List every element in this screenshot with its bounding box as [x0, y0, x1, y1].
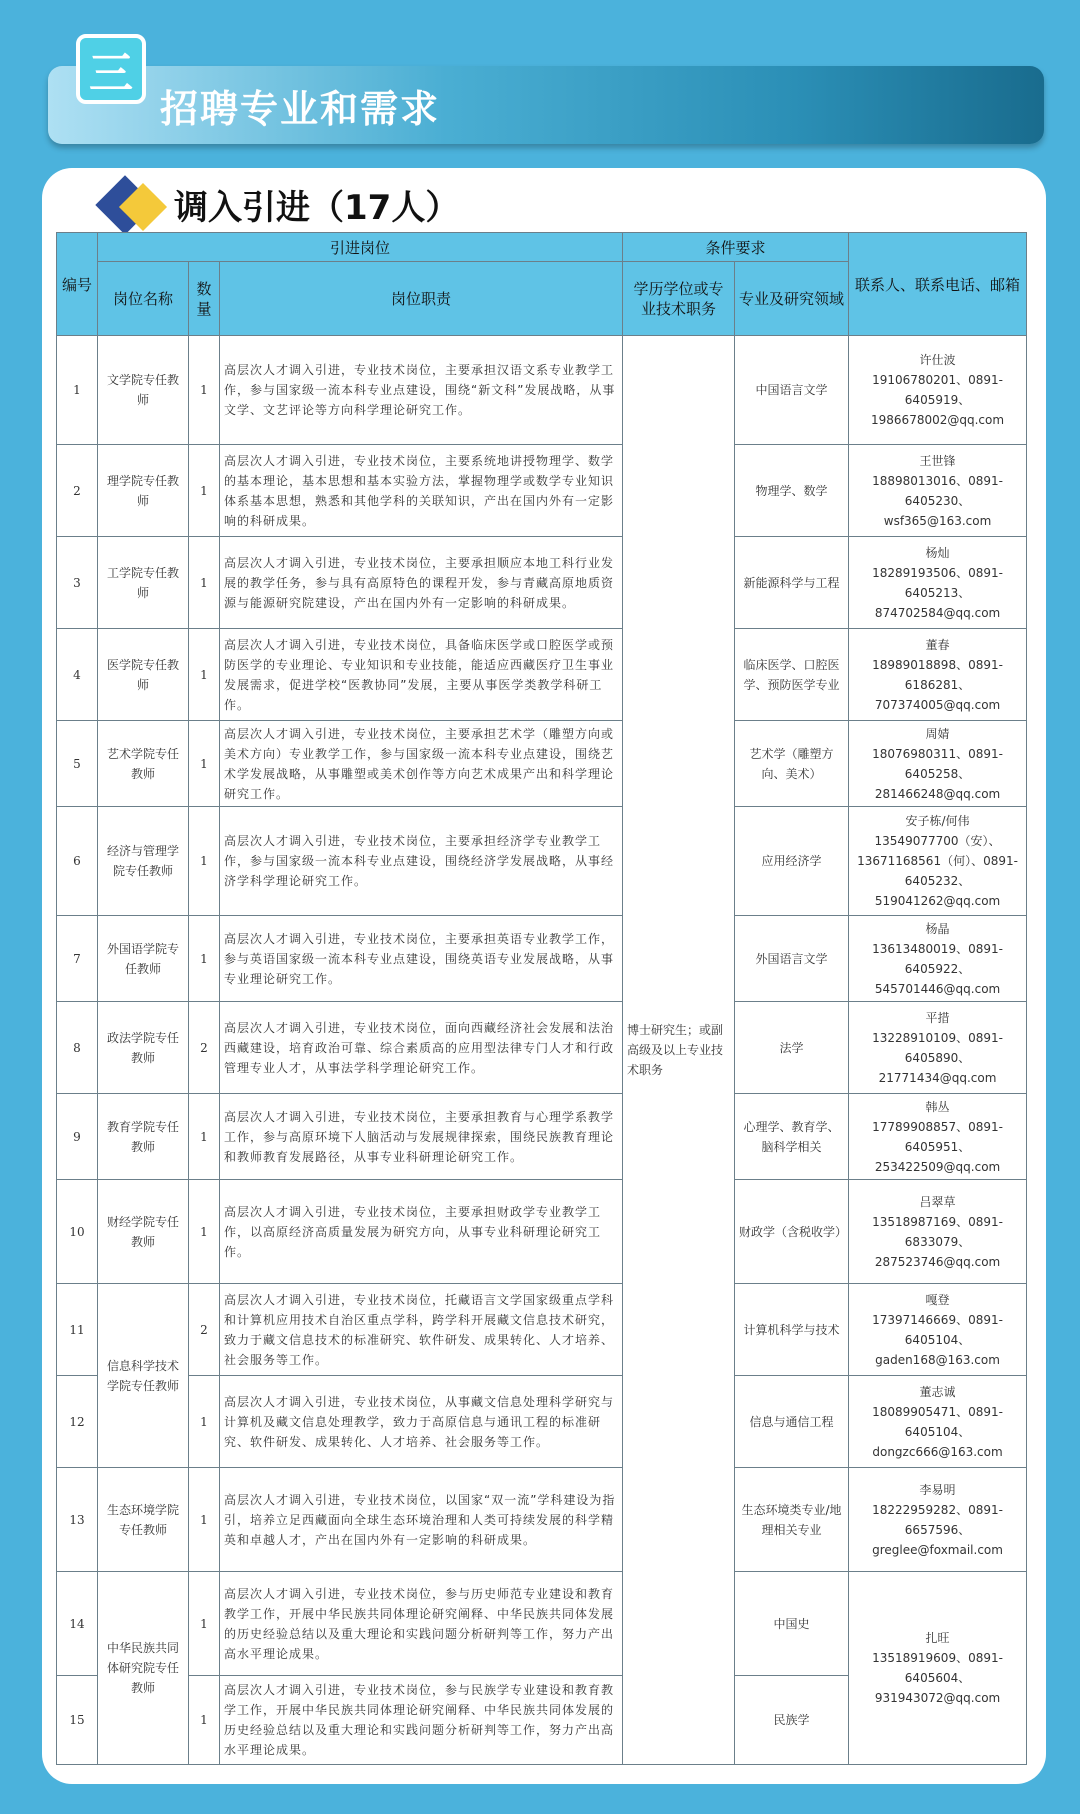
- row-no: 14: [57, 1572, 98, 1676]
- row-no: 9: [57, 1094, 98, 1180]
- post-major: 生态环境类专业/地理相关专业: [735, 1468, 849, 1572]
- post-major: 民族学: [735, 1676, 849, 1765]
- post-name: 医学院专任教师: [98, 629, 189, 721]
- col-header-name: 岗位名称: [98, 262, 189, 336]
- post-contact: 嘎登 17397146669、0891-6405104、gaden168@163.com: [849, 1284, 1027, 1376]
- post-contact: 周婧 18076980311、0891-6405258、281466248@qq.com: [849, 721, 1027, 807]
- row-no: 12: [57, 1376, 98, 1468]
- post-duty: 高层次人才调入引进，专业技术岗位，主要承担英语专业教学工作，参与英语国家级一流本科专业点建设，围绕英语专业发展战略，从事专业理论研究工作。: [220, 916, 623, 1002]
- post-duty: 高层次人才调入引进，专业技术岗位，主要承担艺术学（雕塑方向或美术方向）专业教学工作，参与国家级一流本科专业点建设，围绕艺术学发展战略，从事雕塑或美术创作等方向艺术成果产出和科学理论研究工作。: [220, 721, 623, 807]
- post-contact: 杨灿 18289193506、0891-6405213、874702584@qq.com: [849, 537, 1027, 629]
- post-major: 心理学、教育学、脑科学相关: [735, 1094, 849, 1180]
- row-no: 8: [57, 1002, 98, 1094]
- table-row: [57, 1468, 1027, 1572]
- post-count: 1: [189, 916, 220, 1002]
- post-name: 文学院专任教师: [98, 336, 189, 445]
- row-no: 5: [57, 721, 98, 807]
- table-row: [57, 1180, 1027, 1284]
- post-contact: 王世锋 18898013016、0891-6405230、wsf365@163.com: [849, 445, 1027, 537]
- post-major: 外国语言文学: [735, 916, 849, 1002]
- post-major: 财政学（含税收学）: [735, 1180, 849, 1284]
- row-no: 4: [57, 629, 98, 721]
- col-header-count: 数量: [189, 262, 220, 336]
- post-duty: 高层次人才调入引进，专业技术岗位，从事藏文信息处理科学研究与计算机及藏文信息处理教学，致力于高原信息与通讯工程的标准研究、软件研发、成果转化、人才培养、社会服务等工作。: [220, 1376, 623, 1468]
- table-row: [57, 1376, 1027, 1468]
- post-duty: 高层次人才调入引进，专业技术岗位，主要承担经济学专业教学工作，参与国家级一流本科专业点建设，围绕经济学发展战略，从事经济学科学理论研究工作。: [220, 807, 623, 916]
- post-count: 1: [189, 1094, 220, 1180]
- post-major: 物理学、数学: [735, 445, 849, 537]
- row-no: 2: [57, 445, 98, 537]
- post-count: 1: [189, 1676, 220, 1765]
- row-no: 15: [57, 1676, 98, 1765]
- post-contact: 韩丛 17789908857、0891-6405951、253422509@qq.com: [849, 1094, 1027, 1180]
- post-count: 1: [189, 445, 220, 537]
- post-count: 1: [189, 721, 220, 807]
- post-contact: 平措 13228910109、0891-6405890、21771434@qq.com: [849, 1002, 1027, 1094]
- post-count: 2: [189, 1284, 220, 1376]
- row-no: 7: [57, 916, 98, 1002]
- post-count: 1: [189, 629, 220, 721]
- post-count: 1: [189, 1376, 220, 1468]
- post-contact: 扎旺 13518919609、0891-6405604、931943072@qq.com: [849, 1572, 1027, 1765]
- post-name: 财经学院专任教师: [98, 1180, 189, 1284]
- row-no: 3: [57, 537, 98, 629]
- post-count: 1: [189, 336, 220, 445]
- section-number-badge: 三: [76, 34, 146, 104]
- post-name: 理学院专任教师: [98, 445, 189, 537]
- col-header-no: 编号: [57, 233, 98, 336]
- table-row: [57, 1284, 1027, 1376]
- post-duty: 高层次人才调入引进，专业技术岗位，主要承担汉语文系专业教学工作，参与国家级一流本科专业点建设，围绕“新文科”发展战略，从事文学、文艺评论等方向科学理论研究工作。: [220, 336, 623, 445]
- row-no: 11: [57, 1284, 98, 1376]
- post-major: 临床医学、口腔医学、预防医学专业: [735, 629, 849, 721]
- table-row: [57, 807, 1027, 916]
- post-name: 信息科学技术学院专任教师: [98, 1284, 189, 1468]
- post-major: 应用经济学: [735, 807, 849, 916]
- row-no: 6: [57, 807, 98, 916]
- post-major: 中国语言文学: [735, 336, 849, 445]
- post-name: 生态环境学院专任教师: [98, 1468, 189, 1572]
- post-major: 新能源科学与工程: [735, 537, 849, 629]
- row-no: 10: [57, 1180, 98, 1284]
- post-name: 艺术学院专任教师: [98, 721, 189, 807]
- post-count: 1: [189, 1180, 220, 1284]
- group-header-posts: 引进岗位: [98, 233, 623, 262]
- post-major: 艺术学（雕塑方向、美术）: [735, 721, 849, 807]
- post-major: 信息与通信工程: [735, 1376, 849, 1468]
- post-count: 2: [189, 1002, 220, 1094]
- post-duty: 高层次人才调入引进，专业技术岗位，托藏语言文学国家级重点学科和计算机应用技术自治区重点学科，跨学科开展藏文信息技术研究，致力于藏文信息技术的标准研究、软件研发、成果转化、人才培养、社会服务等工作。: [220, 1284, 623, 1376]
- recruitment-table: [56, 232, 1027, 1765]
- post-duty: 高层次人才调入引进，专业技术岗位，主要承担教育与心理学系教学工作，参与高原环境下人脑活动与发展规律探索，围绕民族教育理论和教师教育发展路径，从事专业科研理论研究工作。: [220, 1094, 623, 1180]
- post-contact: 吕翠草 13518987169、0891-6833079、287523746@qq.com: [849, 1180, 1027, 1284]
- banner-title: 招聘专业和需求: [160, 87, 441, 131]
- row-no: 1: [57, 336, 98, 445]
- table-row: [57, 336, 1027, 445]
- post-name: 中华民族共同体研究院专任教师: [98, 1572, 189, 1765]
- col-header-major: 专业及研究领域: [735, 262, 849, 336]
- row-no: 13: [57, 1468, 98, 1572]
- post-count: 1: [189, 537, 220, 629]
- post-name: 经济与管理学院专任教师: [98, 807, 189, 916]
- table-row: [57, 1002, 1027, 1094]
- degree-requirement: 博士研究生；或副高级及以上专业技术职务: [623, 336, 735, 1765]
- col-header-duty: 岗位职责: [220, 262, 623, 336]
- post-duty: 高层次人才调入引进，专业技术岗位，以国家“双一流”学科建设为指引，培养立足西藏面向全球生态环境治理和人类可持续发展的科学精英和卓越人才，产出在国内外有一定影响的科研成果。: [220, 1468, 623, 1572]
- post-major: 中国史: [735, 1572, 849, 1676]
- post-contact: 李易明 18222959282、0891-6657596、greglee@foxmail.com: [849, 1468, 1027, 1572]
- post-major: 法学: [735, 1002, 849, 1094]
- group-header-requirements: 条件要求: [623, 233, 849, 262]
- table-row: [57, 629, 1027, 721]
- table-row: [57, 916, 1027, 1002]
- post-major: 计算机科学与技术: [735, 1284, 849, 1376]
- post-name: 教育学院专任教师: [98, 1094, 189, 1180]
- post-duty: 高层次人才调入引进，专业技术岗位，主要承担财政学专业教学工作，以高原经济高质量发展为研究方向，从事专业科研理论研究工作。: [220, 1180, 623, 1284]
- post-contact: 董志诚 18089905471、0891-6405104、dongzc666@163.com: [849, 1376, 1027, 1468]
- table-row: [57, 445, 1027, 537]
- post-count: 1: [189, 1468, 220, 1572]
- table-row: [57, 537, 1027, 629]
- post-duty: 高层次人才调入引进，专业技术岗位，参与历史师范专业建设和教育教学工作，开展中华民族共同体理论研究阐释、中华民族共同体发展的历史经验总结以及重大理论和实践问题分析研判等工作，努力产出高水平理论成果。: [220, 1572, 623, 1676]
- post-contact: 安子栋/何伟 13549077700（安）、13671168561（何）、0891-6405232、519041262@qq.com: [849, 807, 1027, 916]
- table-row: [57, 721, 1027, 807]
- post-count: 1: [189, 1572, 220, 1676]
- col-header-degree: 学历学位或专业技术职务: [623, 262, 735, 336]
- table-row: [57, 1572, 1027, 1676]
- post-name: 外国语学院专任教师: [98, 916, 189, 1002]
- post-duty: 高层次人才调入引进，专业技术岗位，面向西藏经济社会发展和法治西藏建设，培育政治可靠、综合素质高的应用型法律专门人才和行政管理专业人才，从事法学科学理论研究工作。: [220, 1002, 623, 1094]
- post-duty: 高层次人才调入引进，专业技术岗位，主要系统地讲授物理学、数学的基本理论，基本思想和基本实验方法，掌握物理学或数学专业知识体系基本思想，熟悉和其他学科的关联知识，产出在国内外有一定影响的科研成果。: [220, 445, 623, 537]
- post-name: 工学院专任教师: [98, 537, 189, 629]
- table-row: [57, 1094, 1027, 1180]
- post-contact: 杨晶 13613480019、0891-6405922、545701446@qq.com: [849, 916, 1027, 1002]
- post-name: 政法学院专任教师: [98, 1002, 189, 1094]
- post-count: 1: [189, 807, 220, 916]
- post-contact: 许仕波 19106780201、0891-6405919、1986678002@qq.com: [849, 336, 1027, 445]
- post-duty: 高层次人才调入引进，专业技术岗位，具备临床医学或口腔医学或预防医学的专业理论、专业知识和专业技能，能适应西藏医疗卫生事业发展需求，促进学校“医教协同”发展，主要从事医学类教学科研工作。: [220, 629, 623, 721]
- section-title: 调入引进（17人）: [174, 188, 460, 228]
- col-header-contact: 联系人、联系电话、邮箱: [849, 233, 1027, 336]
- post-contact: 董春 18989018898、0891-6186281、707374005@qq.com: [849, 629, 1027, 721]
- post-duty: 高层次人才调入引进，专业技术岗位，主要承担顺应本地工科行业发展的教学任务，参与具有高原特色的课程开发，参与青藏高原地质资源与能源研究院建设，产出在国内外有一定影响的科研成果。: [220, 537, 623, 629]
- post-duty: 高层次人才调入引进，专业技术岗位，参与民族学专业建设和教育教学工作，开展中华民族共同体理论研究阐释、中华民族共同体发展的历史经验总结以及重大理论和实践问题分析研判等工作，努力产出高水平理论成果。: [220, 1676, 623, 1765]
